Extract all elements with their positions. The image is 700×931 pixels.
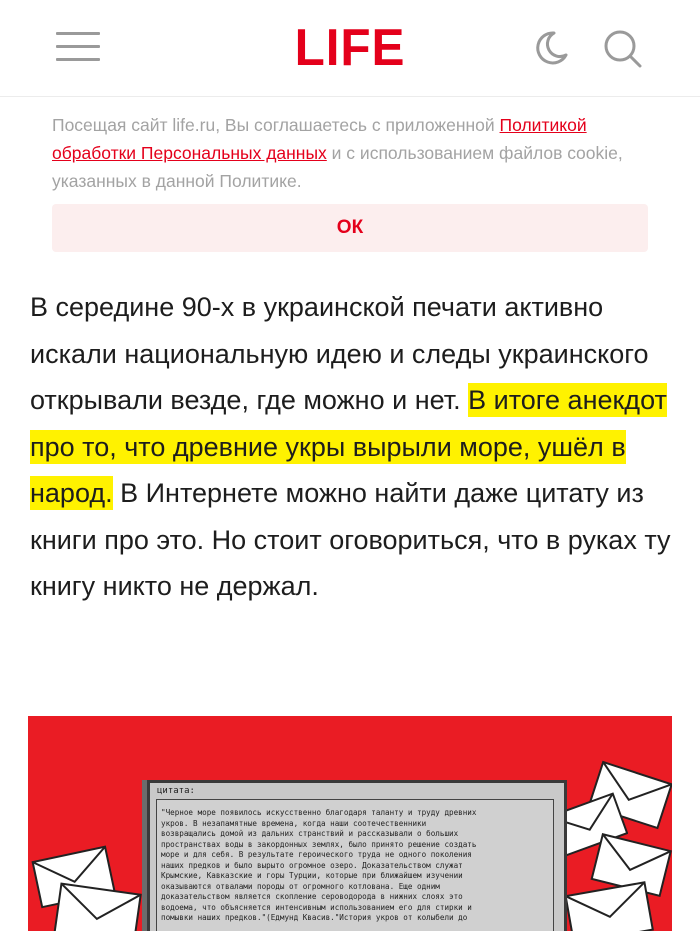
cookie-banner: [0, 97, 700, 270]
quote-panel: [156, 799, 554, 931]
quote-window: [147, 780, 567, 931]
article-paragraph: В середине 90-х в украинской печати активно искали национальную идею и следы украинского открывали везде, где можно и нет. В итоге анекдот про то, что древние укры вырыли море, ушёл в народ. В Интернете можно найти даже цитату из книги про это. Но стоит оговориться, что в руках ту книгу никто не держал.: [30, 292, 671, 601]
quote-title: цитата:: [157, 786, 195, 796]
cookie-ok-button[interactable]: ОК: [52, 204, 648, 252]
site-logo[interactable]: LIFE: [294, 19, 406, 77]
moon-icon[interactable]: [532, 29, 570, 67]
envelope-icon: [558, 881, 658, 931]
search-icon[interactable]: [602, 28, 644, 70]
article-illustration: [28, 716, 672, 931]
quote-text: "Черное море появилось искусственно благодаря таланту и труду древних укров. В незапамятные времена, когда наши соотечественники возвращались домой из дальних странствий и рассказывали о больших пространствах воды в закордонных землях, было принято решение создать море и для себя. В результате героического труда не одного поколения наших предков и было вырыто огромное озеро. Доказательством служат Крымские, Кавказские и горы Турции, которые при ближайшем изучении оказываются отвалами породы от огромного котлована. Еще одним доказательством является скопление сероводорода в нижних слоях это водоема, что объясняется интенсивным использованием его для стирки и помывки наших предков."(Едмунд Квасив."История укров от колыбели до: [161, 808, 477, 922]
envelope-icon: [48, 881, 148, 931]
highlighted-text: В итоге анекдот про то, что древние укры вырыли море, ушёл в народ.: [30, 385, 667, 508]
site-header: [0, 0, 700, 97]
cookie-text: Посещая сайт life.ru, Вы соглашаетесь с приложенной Политикой обработки Персональных данных и с использованием файлов cookie, указанных в данной Политике.: [52, 115, 623, 191]
privacy-policy-link[interactable]: Политикой обработки Персональных данных: [52, 115, 587, 163]
